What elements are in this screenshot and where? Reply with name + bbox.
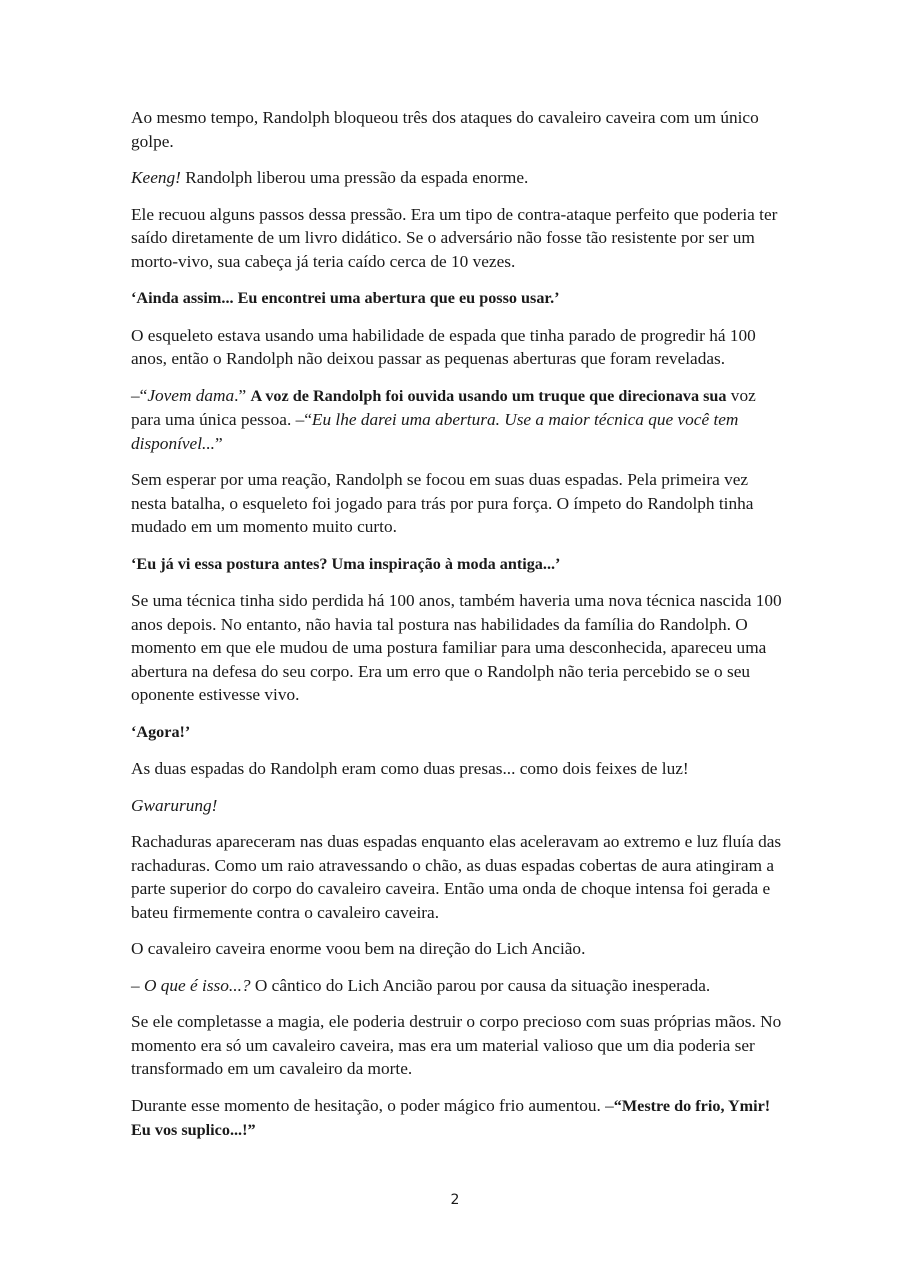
paragraph [131,794,783,818]
paragraph [131,203,783,274]
paragraph [131,1094,783,1143]
text-run: Sem esperar por uma reação, Randolph se focou em suas duas espadas. Pela primeira vez nesta batalha, o esqueleto foi jogado para trás por pura força. O ímpeto do Randolph tinha mudado em um momento muito curto. [131,470,754,536]
text-run: As duas espadas do Randolph eram como duas presas... como dois feixes de luz! [131,759,689,778]
paragraph [131,384,783,456]
paragraph [131,720,783,745]
text-run: –“ [131,385,148,405]
text-run: O cavaleiro caveira enorme voou bem na direção do Lich Ancião. [131,939,586,958]
text-run: voz para uma única pessoa. –“ [131,385,756,429]
text-run: ” [215,433,223,453]
text-run: – [131,975,144,995]
paragraph [131,552,783,577]
body-text [131,106,783,1156]
paragraph [131,166,783,190]
text-run: ‘Agora!’ [131,722,191,741]
paragraph [131,1010,783,1081]
paragraph [131,937,783,961]
text-run: Jovem dama [147,385,235,405]
page-number: 2 [450,1192,460,1208]
text-run: Keeng! [131,168,181,187]
text-run: Randolph liberou uma pressão da espada enorme. [180,168,529,187]
text-run: O esqueleto estava usando uma habilidade de espada que tinha parado de progredir há 100 anos, então o Randolph não deixou passar as pequenas aberturas que foram reveladas. [131,325,756,368]
paragraph [131,324,783,371]
paragraph [131,830,783,924]
text-run: Se ele completasse a magia, ele poderia destruir o corpo precioso com suas próprias mãos. No momento era só um cavaleiro caveira, mas era um material valioso que um dia poderia ser transformado em um cavaleiro da morte. [131,1012,782,1078]
text-run: Durante esse momento de hesitação, o poder mágico frio aumentou. – [131,1095,614,1115]
text-run: O que é isso...? [143,975,251,995]
paragraph [131,757,783,781]
text-run: “Mestre do frio, Ymir! Eu vos suplico...!” [131,1096,771,1139]
text-run: A voz de Randolph foi ouvida usando um truque que direcionava sua [250,386,727,405]
text-run: Se uma técnica tinha sido perdida há 100 anos, também haveria uma nova técnica nascida 100 anos depois. No entanto, não havia tal postura nas habilidades da família do Randolph. O momento em que ele mudou de uma postura familiar para uma desconhecida, apareceu uma abertura na defesa do seu corpo. Era um erro que o Randolph não teria percebido se o seu oponente estivesse vivo. [131,591,782,704]
paragraph [131,974,783,998]
text-run: Ele recuou alguns passos dessa pressão. Era um tipo de contra-ataque perfeito que poderia ter saído diretamente de um livro didático. Se o adversário não fosse tão resistente por ser um morto-vivo, sua cabeça já teria caído cerca de 10 vezes. [131,204,778,271]
text-run: ‘Eu já vi essa postura antes? Uma inspiração à moda antiga...’ [131,554,561,573]
text-run: Rachaduras apareceram nas duas espadas enquanto elas aceleravam ao extremo e luz fluía das rachaduras. Como um raio atravessando o chão, as duas espadas cobertas de aura atingiram a parte superior do corpo do cavaleiro caveira. Então uma onda de choque intensa foi gerada e bateu firmemente contra o cavaleiro caveira. [131,832,782,922]
text-run: O cântico do Lich Ancião parou por causa da situação inesperada. [250,975,711,995]
paragraph [131,106,783,153]
paragraph [131,468,783,539]
text-run: Gwarurung! [131,795,218,815]
paragraph [131,286,783,311]
text-run: Eu lhe darei uma abertura. Use a maior técnica que você tem disponível... [131,410,739,453]
text-run: Ao mesmo tempo, Randolph bloqueou três dos ataques do cavaleiro caveira com um único golpe. [131,108,759,151]
text-run: .” [234,385,251,405]
text-run: ‘Ainda assim... Eu encontrei uma abertura que eu posso usar.’ [131,289,560,307]
paragraph [131,589,783,707]
